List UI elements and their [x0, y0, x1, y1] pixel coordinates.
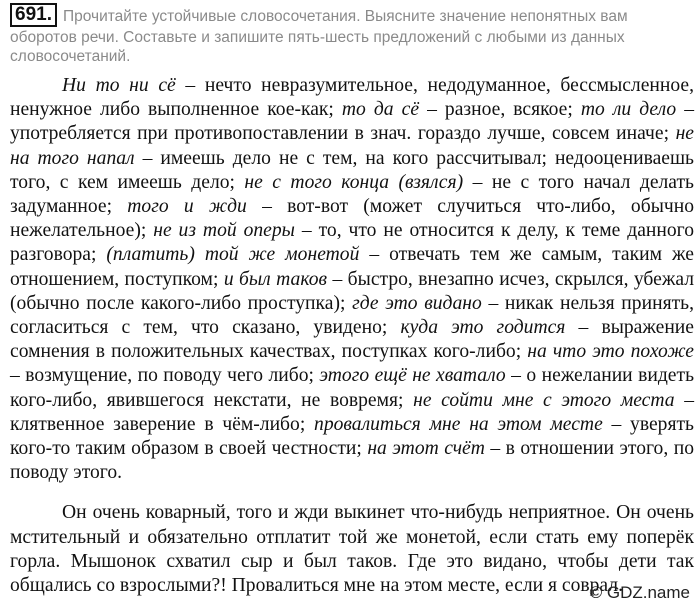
phrase-definition: – клятвенное заверение в чём-либо; [10, 389, 694, 435]
phrase-definition: – нечто невразумительное, недодуманное, бессмысленное, ненужное либо выполненное кое-как; [10, 75, 695, 121]
phrase-term: куда это годится [400, 317, 566, 339]
phrase-definition: – никак нельзя принять, согласиться с тем, что сказано, увидено; [10, 292, 694, 339]
phrase-definition: – употребляется при противопоставлении в знач. гораздо лучше, совсем иначе; [10, 99, 694, 145]
phrase-definition: – разное, всякое; [419, 99, 581, 121]
phrase-term: не сойти мне с этого места [413, 389, 675, 411]
phrase-definition: – то, что не относится к делу, к теме данного разговора; [10, 220, 695, 266]
phrase-definition: – быстро, внезапно исчез, скрылся, убежал (обычно после какого-либо проступка); [10, 268, 695, 314]
phrase-term: провалиться мне на этом месте [314, 413, 603, 435]
phrase-definition: – о нежелании видеть кого-либо, явившегося некстати, не вовремя; [10, 365, 695, 411]
phrase-term: не из той оперы [153, 220, 295, 242]
phrase-term: то ли дело [580, 99, 677, 121]
watermark: © GDZ.name [589, 583, 690, 602]
phrase-term: то да сё [341, 99, 420, 121]
phrase-term: Ни то ни сё [62, 75, 176, 96]
phrase-definition: – выражение сомнения в положительных качествах, поступках кого-либо; [10, 317, 694, 363]
main-text [10, 74, 694, 598]
phrase-definition: – не с того начал делать задуманное; [10, 171, 694, 218]
answer-paragraph: Он очень коварный, того и жди выкинет что-нибудь неприятное. Он очень мстительный и обязательно отплатит той же монетой, если стать ему поперёк горла. Мышонок схватил сыр и был таков. Где это видано, чтобы дети так общались со взрослыми?! Провалиться мне на этом месте, если я соврал. [10, 502, 694, 597]
phrase-term: на этот счёт [367, 438, 485, 460]
phrases-paragraph [10, 74, 694, 485]
phrase-definition: – в отношении этого, по поводу этого. [10, 438, 694, 484]
phrase-term: и был таков [223, 268, 328, 290]
phrase-definition: – вот-вот (может случиться что-либо, обычно нежелательное); [10, 196, 694, 242]
task-instruction: Прочитайте устойчивые словосочетания. Выясните значение непонятных вам оборотов речи. Составьте и запишите пять-шесть предложений с любыми из данных словосочетаний. [10, 8, 628, 65]
phrase-definition: – имеешь дело не с тем, на кого рассчитывал; недооцениваешь того, с кем имеешь дело; [10, 147, 694, 193]
task-header [10, 4, 692, 66]
phrase-term: где это видано [352, 292, 482, 314]
phrase-term: не с того конца (взялся) [244, 171, 464, 193]
phrase-term: не на того напал [10, 123, 694, 169]
phrase-definition: – отвечать тем же самым, таким же отношением, поступком; [10, 244, 694, 290]
phrase-definition: – возмущение, по поводу чего либо; [10, 365, 320, 387]
task-number: 691. [10, 3, 57, 27]
phrase-term: того и жди [127, 196, 247, 218]
phrase-term: этого ещё не хватало [319, 365, 506, 387]
phrase-definition: – уверять кого-то таким образом в своей честности; [10, 413, 694, 460]
phrase-term: на что это похоже [527, 341, 694, 363]
phrase-term: (платить) той же монетой [106, 244, 360, 266]
